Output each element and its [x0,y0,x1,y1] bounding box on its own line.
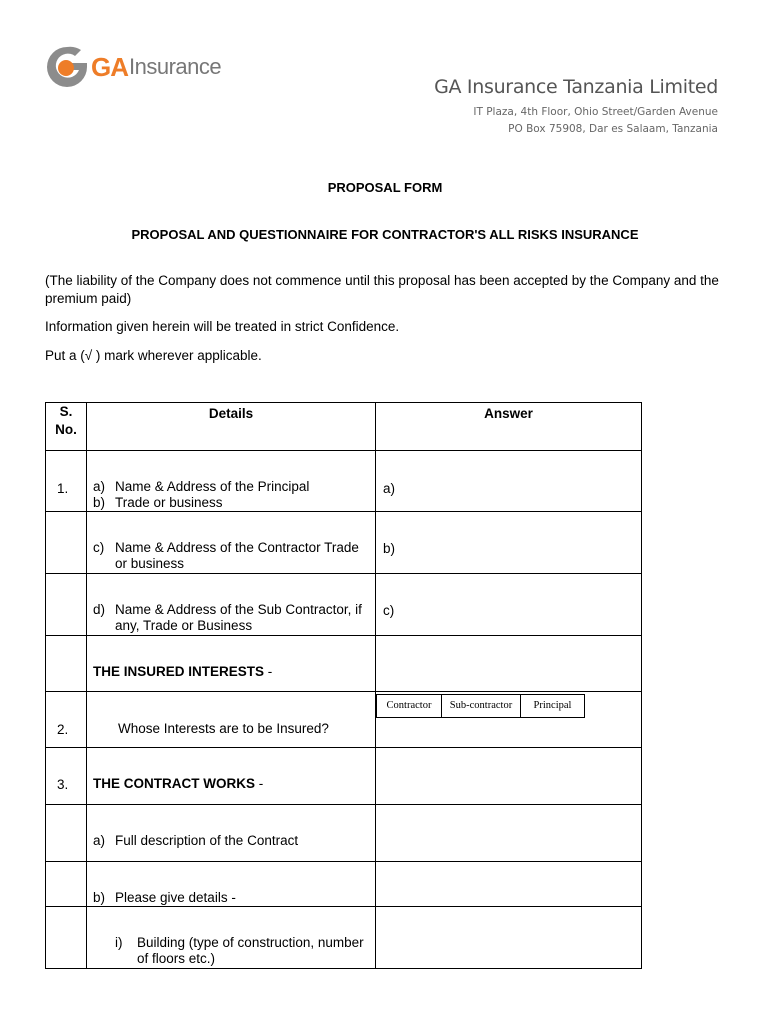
answer-cell[interactable]: a) [376,451,642,512]
row-sno: 1. [46,451,87,512]
address-line-1: IT Plaza, 4th Floor, Ohio Street/Garden Avenue [473,106,718,118]
row-sno: 2. [46,692,87,748]
table-row [46,636,642,692]
row-details: b) Please give details - [87,862,376,907]
table-header-row [46,403,642,451]
insured-options [376,694,641,718]
header-answer: Answer [376,403,642,451]
logo-insurance-text: Insurance [129,54,222,79]
row-details [87,692,376,748]
row-sno [46,512,87,574]
header-sno: S. No. [46,403,87,451]
contract-works-heading: THE CONTRACT WORKS [93,776,255,791]
contractor-label: Name & Address of the Contractor Trade or business [115,540,359,571]
option-principal[interactable]: Principal [520,694,585,718]
row-details: a) Full description of the Contract [87,805,376,862]
address-line-2: PO Box 75908, Dar es Salaam, Tanzania [508,123,718,135]
row-sno [46,862,87,907]
answer-cell[interactable] [376,748,642,805]
answer-cell[interactable]: b) [376,512,642,574]
table-row [46,805,642,862]
company-logo [44,44,221,90]
instruction-note: Put a (√ ) mark wherever applicable. [45,348,262,363]
row-sno: 3. [46,748,87,805]
insured-question: Whose Interests are to be Insured? [118,721,329,736]
proposal-table [45,402,642,969]
row-details: THE CONTRACT WORKS - [87,748,376,805]
company-info [434,76,718,138]
building-label: Building (type of construction, number of floors etc.) [137,935,364,966]
please-give-details-label: Please give details - [115,890,236,905]
row-sno [46,574,87,636]
subcontractor-label: Name & Address of the Sub Contractor, if any, Trade or Business [115,602,362,633]
option-subcontractor[interactable]: Sub-contractor [441,694,521,718]
row-details: i) Building (type of construction, number of floors etc.) [87,907,376,969]
answer-cell [376,692,642,748]
option-contractor[interactable]: Contractor [376,694,442,718]
confidentiality-note: Information given herein will be treated in strict Confidence. [45,319,400,334]
trade-label: Trade or business [115,495,223,510]
full-description-label: Full description of the Contract [115,833,299,848]
company-address [434,104,718,138]
row-details: a) Name & Address of the Principal b) Trade or business [87,451,376,512]
form-subtitle: PROPOSAL AND QUESTIONNAIRE FOR CONTRACTOR'S ALL RISKS INSURANCE [131,227,639,242]
row-sno [46,636,87,692]
answer-cell [376,862,642,907]
table-row [46,512,642,574]
table-row [46,451,642,512]
table-row [46,574,642,636]
insured-interests-heading: THE INSURED INTERESTS [93,664,265,679]
table-row [46,907,642,969]
answer-cell[interactable]: c) [376,574,642,636]
header-details: Details [87,403,376,451]
row-details: d) Name & Address of the Sub Contractor, if any, Trade or Business [87,574,376,636]
row-details: c) Name & Address of the Contractor Trade or business [87,512,376,574]
answer-cell[interactable] [376,805,642,862]
row-details: THE INSURED INTERESTS - [87,636,376,692]
company-name: GA Insurance Tanzania Limited [434,76,718,98]
principal-label: Name & Address of the Principal [115,479,310,494]
row-sno [46,805,87,862]
form-title: PROPOSAL FORM [327,180,443,195]
table-row [46,692,642,748]
table-row [46,862,642,907]
answer-cell [376,636,642,692]
table-row [46,748,642,805]
liability-note: (The liability of the Company does not commence until this proposal has been accepted by the Company and the premium paid) [45,273,719,306]
row-sno [46,907,87,969]
logo-ga-text: GA [91,51,128,82]
answer-cell[interactable] [376,907,642,969]
ga-logo-icon [44,44,90,90]
